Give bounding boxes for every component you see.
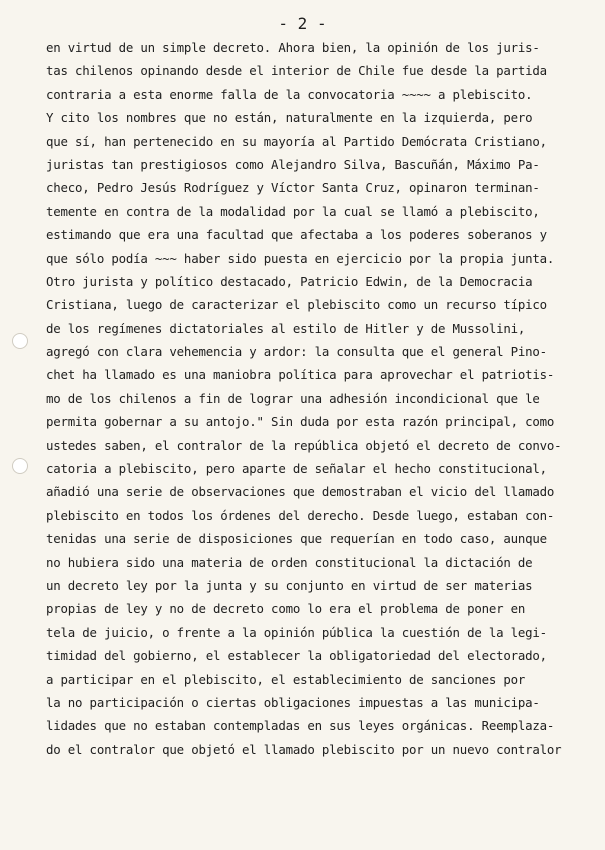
text-line: juristas tan prestigiosos como Alejandro Silva, Bascuñán, Máximo Pa- [46,156,540,172]
text-line: tela de juicio, o frente a la opinión pública la cuestión de la legi- [46,624,547,640]
text-line: do el contralor que objetó el llamado plebiscito por un nuevo contralor [46,741,562,757]
text-line: permita gobernar a su antojo." Sin duda por esta razón principal, como [46,414,555,430]
text-line: mo de los chilenos a fin de lograr una adhesión incondicional que le [46,390,540,406]
text-line: Otro jurista y político destacado, Patricio Edwin, de la Democracia [46,273,533,289]
punch-hole [12,458,28,474]
text-line: catoria a plebiscito, pero aparte de señalar el hecho constitucional, [46,461,547,477]
text-line: añadió una serie de observaciones que demostraban el vicio del llamado [46,484,555,500]
text-line: que sí, han pertenecido en su mayoría al Partido Demócrata Cristiano, [46,133,547,149]
text-line: estimando que era una facultad que afectaba a los poderes soberanos y [46,227,547,243]
text-line: plebiscito en todos los órdenes del derecho. Desde luego, estaban con- [46,507,555,523]
text-line: agregó con clara vehemencia y ardor: la consulta que el general Pino- [46,344,547,360]
text-line: la no participación o ciertas obligaciones impuestas a las municipa- [46,694,540,710]
body-text [46,36,576,761]
text-line: propias de ley y no de decreto como lo era el problema de poner en [46,601,526,617]
text-line: un decreto ley por la junta y su conjunto en virtud de ser materias [46,577,533,593]
text-line: no hubiera sido una materia de orden constitucional la dictación de [46,554,533,570]
text-line: temente en contra de la modalidad por la cual se llamó a plebiscito, [46,203,540,219]
text-line: timidad del gobierno, el establecer la obligatoriedad del electorado, [46,648,547,664]
page-number: - 2 - [278,14,327,33]
text-line: Y cito los nombres que no están, naturalmente en la izquierda, pero [46,110,533,126]
text-line: tas chilenos opinando desde el interior de Chile fue desde la partida [46,63,547,79]
text-line: que sólo podía ~~~ haber sido puesta en ejercicio por la propia junta. [46,250,555,266]
text-line: chet ha llamado es una maniobra política para aprovechar el patriotis- [46,367,555,383]
text-line: de los regímenes dictatoriales al estilo de Hitler y de Mussolini, [46,320,526,336]
text-line: en virtud de un simple decreto. Ahora bien, la opinión de los juris- [46,40,540,55]
text-line: lidades que no estaban contempladas en sus leyes orgánicas. Reemplaza- [46,718,555,734]
text-line: Cristiana, luego de caracterizar el plebiscito como un recurso típico [46,297,547,313]
text-line: contraria a esta enorme falla de la convocatoria ~~~~ a plebiscito. [46,86,533,102]
punch-hole [12,333,28,349]
text-line: tenidas una serie de disposiciones que requerían en todo caso, aunque [46,531,547,547]
text-line: a participar en el plebiscito, el establecimiento de sanciones por [46,671,526,687]
text-line: ustedes saben, el contralor de la república objetó el decreto de convo- [46,437,562,453]
text-line: checo, Pedro Jesús Rodríguez y Víctor Santa Cruz, opinaron terminan- [46,180,540,196]
